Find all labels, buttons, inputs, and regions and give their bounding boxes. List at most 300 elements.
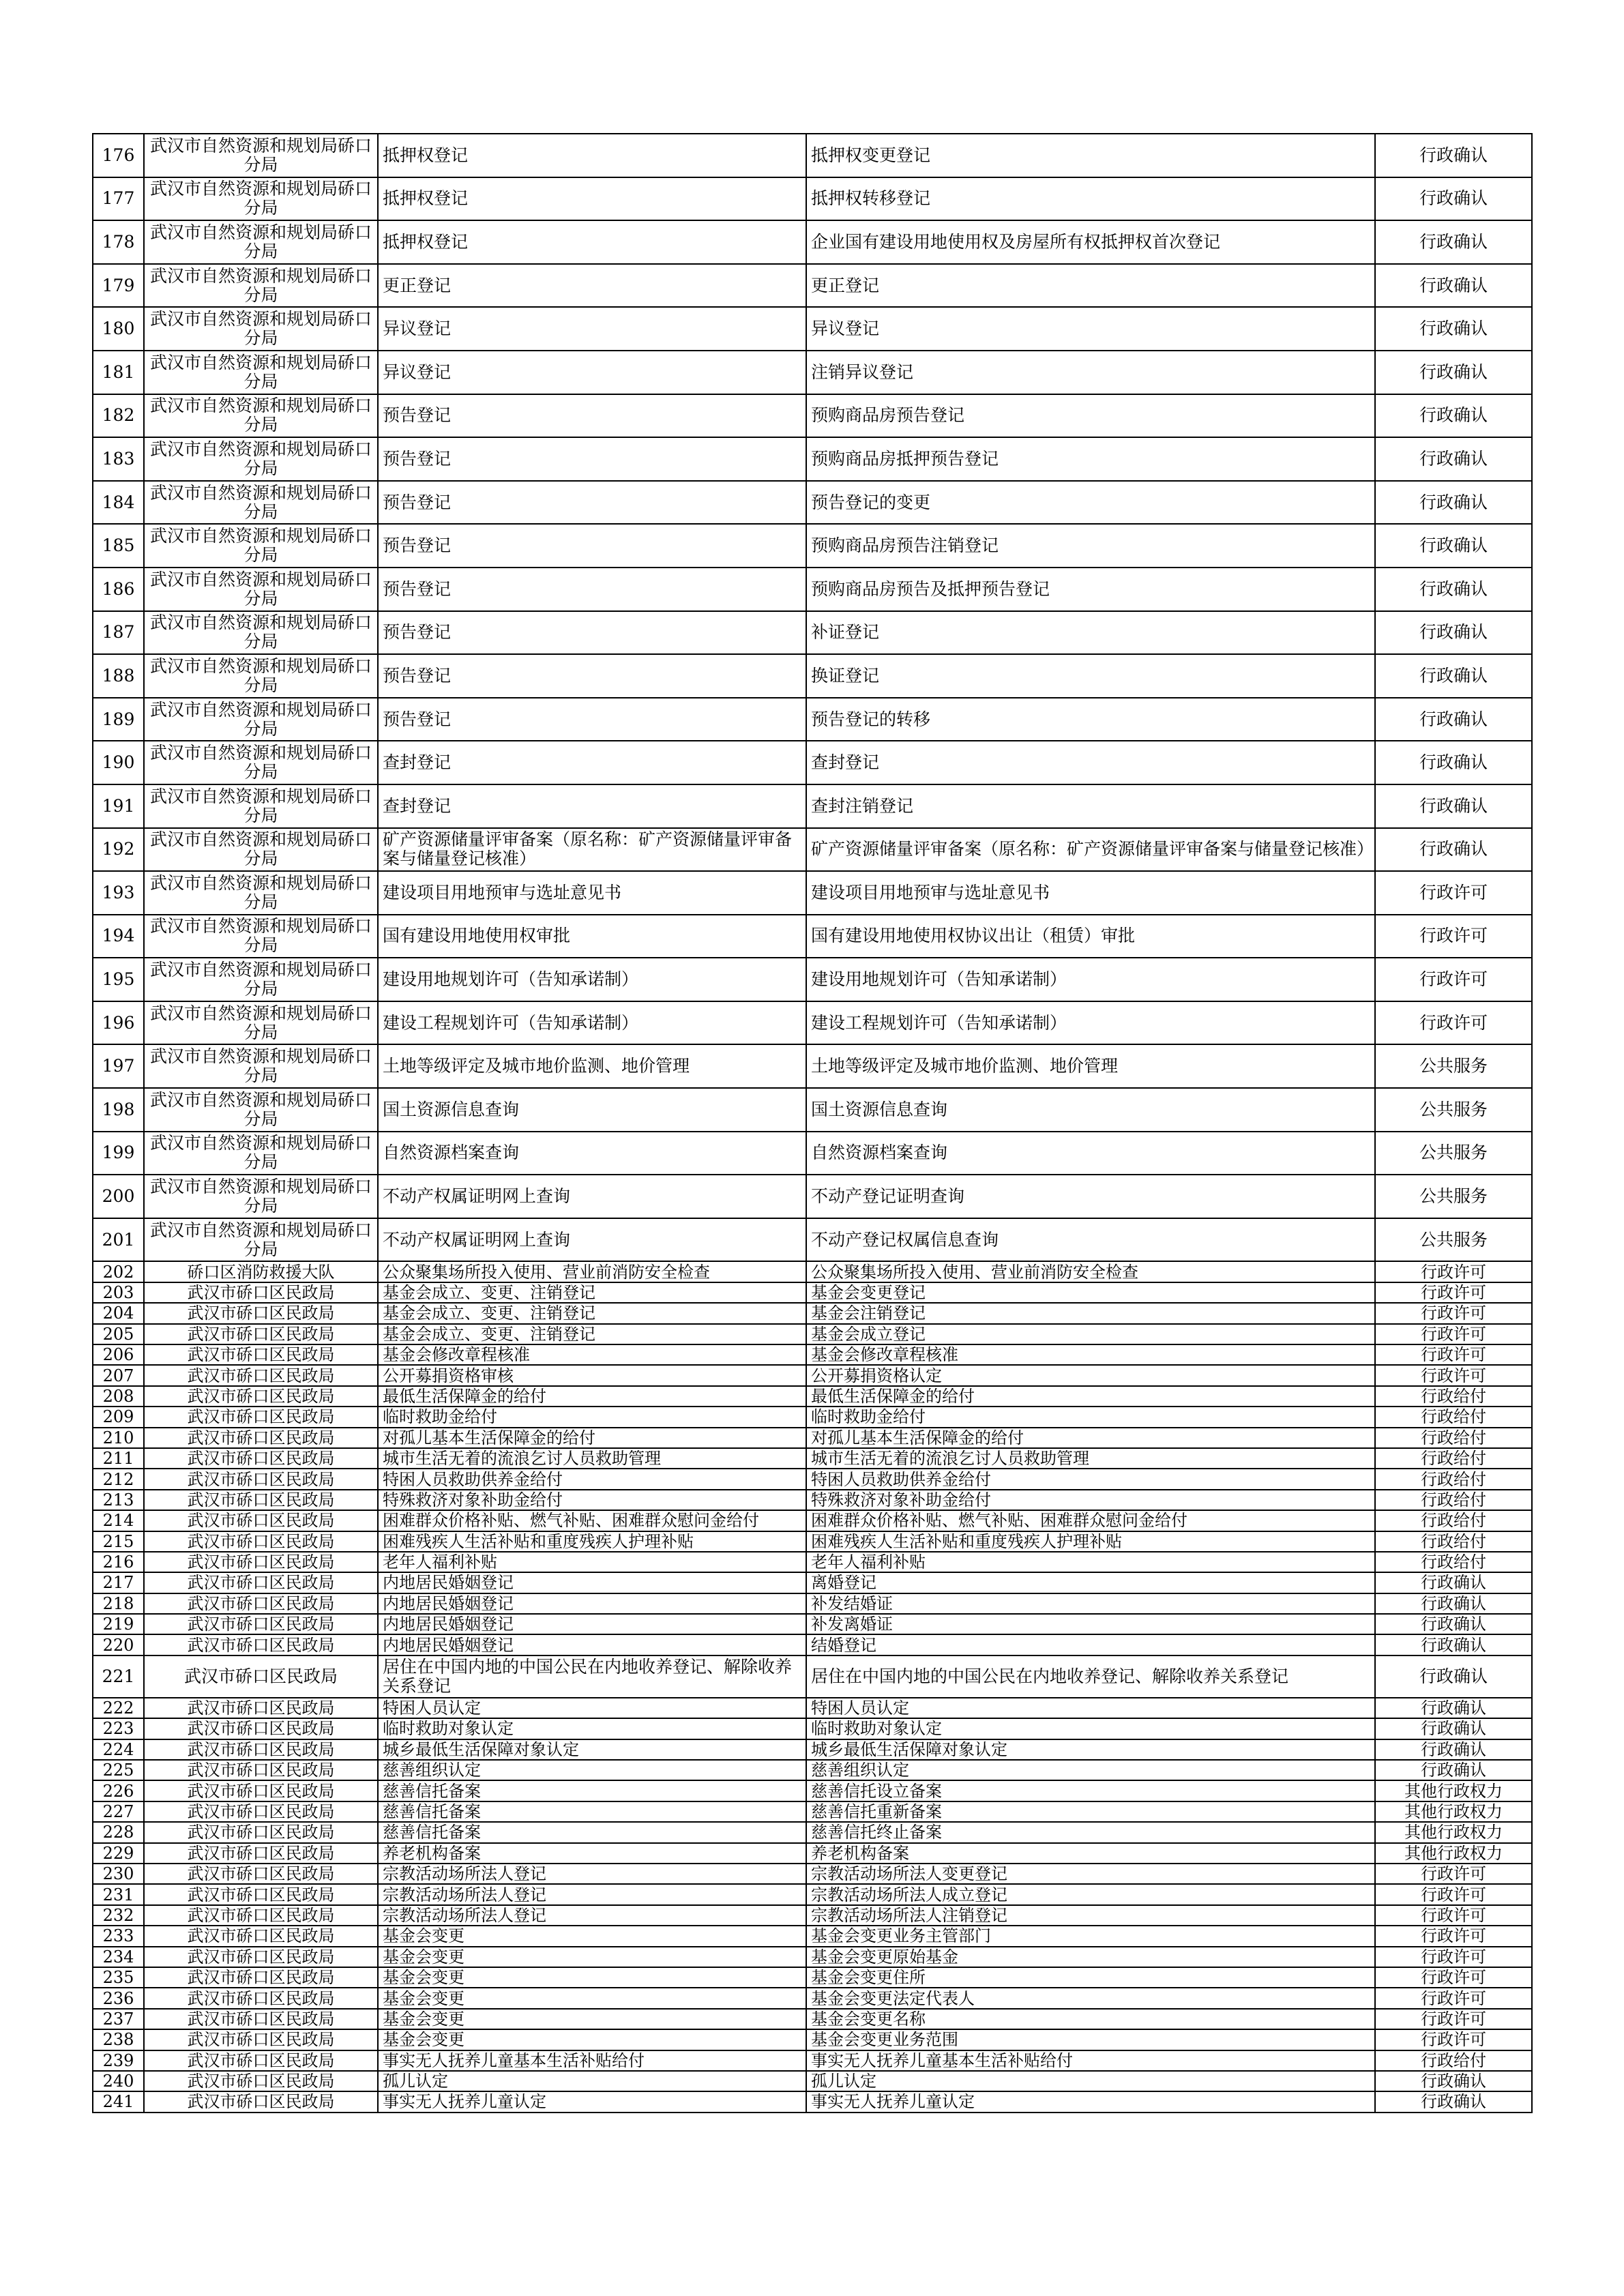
sub-item-cell: 公开募捐资格认定 (806, 1365, 1375, 1385)
main-item-cell: 预告登记 (378, 611, 806, 655)
row-number-cell: 190 (93, 741, 144, 784)
department-cell: 武汉市硚口区民政局 (144, 2009, 378, 2029)
row-number-cell: 208 (93, 1386, 144, 1407)
department-cell: 武汉市硚口区民政局 (144, 1428, 378, 1448)
row-number-cell: 227 (93, 1801, 144, 1822)
row-number-cell: 180 (93, 307, 144, 351)
row-number-cell: 231 (93, 1884, 144, 1904)
table-row (93, 1967, 1532, 1988)
table-row (93, 1780, 1532, 1801)
sub-item-cell: 事实无人抚养儿童基本生活补贴给付 (806, 2050, 1375, 2071)
row-number-cell: 223 (93, 1718, 144, 1739)
main-item-cell: 最低生活保障金的给付 (378, 1386, 806, 1407)
main-item-cell: 基金会成立、变更、注销登记 (378, 1324, 806, 1344)
row-number-cell: 182 (93, 394, 144, 438)
table-row (93, 1510, 1532, 1531)
sub-item-cell: 补证登记 (806, 611, 1375, 655)
sub-item-cell: 基金会成立登记 (806, 1324, 1375, 1344)
table-row (93, 351, 1532, 394)
main-item-cell: 预告登记 (378, 698, 806, 741)
sub-item-cell: 不动产登记权属信息查询 (806, 1218, 1375, 1262)
row-number-cell: 217 (93, 1572, 144, 1593)
power-type-cell: 行政确认 (1375, 220, 1532, 264)
table-row (93, 1988, 1532, 2008)
row-number-cell: 179 (93, 264, 144, 308)
department-cell: 武汉市自然资源和规划局硚口分局 (144, 915, 378, 958)
sub-item-cell: 事实无人抚养儿童认定 (806, 2091, 1375, 2112)
main-item-cell: 公众聚集场所投入使用、营业前消防安全检查 (378, 1261, 806, 1282)
row-number-cell: 232 (93, 1905, 144, 1926)
sub-item-cell: 临时救助对象认定 (806, 1718, 1375, 1739)
main-item-cell: 抵押权登记 (378, 220, 806, 264)
table-row (93, 1864, 1532, 1884)
sub-item-cell: 矿产资源储量评审备案（原名称：矿产资源储量评审备案与储量登记核准） (806, 828, 1375, 872)
main-item-cell: 慈善信托备案 (378, 1822, 806, 1842)
main-item-cell: 特困人员认定 (378, 1698, 806, 1718)
main-item-cell: 基金会变更 (378, 2029, 806, 2050)
table-row (93, 1469, 1532, 1489)
row-number-cell: 176 (93, 134, 144, 177)
table-row (93, 1344, 1532, 1365)
power-type-cell: 行政给付 (1375, 1469, 1532, 1489)
power-type-cell: 行政确认 (1375, 2071, 1532, 2091)
power-type-cell: 行政给付 (1375, 1552, 1532, 1572)
row-number-cell: 240 (93, 2071, 144, 2091)
department-cell: 武汉市硚口区民政局 (144, 2091, 378, 2112)
sub-item-cell: 抵押权转移登记 (806, 177, 1375, 221)
row-number-cell: 191 (93, 784, 144, 828)
table-row (93, 1947, 1532, 1967)
power-type-cell: 行政给付 (1375, 1386, 1532, 1407)
power-type-cell: 行政确认 (1375, 134, 1532, 177)
row-number-cell: 210 (93, 1428, 144, 1448)
power-type-cell: 行政确认 (1375, 568, 1532, 611)
power-type-cell: 行政给付 (1375, 1407, 1532, 1427)
sub-item-cell: 基金会修改章程核准 (806, 1344, 1375, 1365)
power-type-cell: 行政给付 (1375, 1428, 1532, 1448)
sub-item-cell: 预购商品房预告登记 (806, 394, 1375, 438)
sub-item-cell: 居住在中国内地的中国公民在内地收养登记、解除收养关系登记 (806, 1655, 1375, 1698)
table-row (93, 698, 1532, 741)
sub-item-cell: 基金会变更业务主管部门 (806, 1926, 1375, 1946)
main-item-cell: 抵押权登记 (378, 134, 806, 177)
power-type-cell: 行政确认 (1375, 1593, 1532, 1614)
row-number-cell: 230 (93, 1864, 144, 1884)
main-item-cell: 基金会修改章程核准 (378, 1344, 806, 1365)
main-item-cell: 预告登记 (378, 654, 806, 698)
power-type-cell: 行政确认 (1375, 698, 1532, 741)
row-number-cell: 183 (93, 437, 144, 481)
sub-item-cell: 查封注销登记 (806, 784, 1375, 828)
sub-item-cell: 临时救助金给付 (806, 1407, 1375, 1427)
sub-item-cell: 预购商品房预告及抵押预告登记 (806, 568, 1375, 611)
sub-item-cell: 补发离婚证 (806, 1614, 1375, 1634)
table-row (93, 1175, 1532, 1218)
table-row (93, 1884, 1532, 1904)
department-cell: 武汉市自然资源和规划局硚口分局 (144, 1218, 378, 1262)
department-cell: 硚口区消防救援大队 (144, 1261, 378, 1282)
sub-item-cell: 异议登记 (806, 307, 1375, 351)
department-cell: 武汉市自然资源和规划局硚口分局 (144, 264, 378, 308)
sub-item-cell: 对孤儿基本生活保障金的给付 (806, 1428, 1375, 1448)
sub-item-cell: 基金会变更法定代表人 (806, 1988, 1375, 2008)
table-row (93, 1634, 1532, 1655)
row-number-cell: 184 (93, 481, 144, 525)
sub-item-cell: 慈善信托终止备案 (806, 1822, 1375, 1842)
department-cell: 武汉市硚口区民政局 (144, 1469, 378, 1489)
row-number-cell: 220 (93, 1634, 144, 1655)
department-cell: 武汉市硚口区民政局 (144, 1739, 378, 1760)
power-type-cell: 公共服务 (1375, 1088, 1532, 1132)
main-item-cell: 建设用地规划许可（告知承诺制） (378, 958, 806, 1001)
department-cell: 武汉市自然资源和规划局硚口分局 (144, 698, 378, 741)
table-row (93, 1843, 1532, 1864)
department-cell: 武汉市硚口区民政局 (144, 1760, 378, 1780)
table-row (93, 1593, 1532, 1614)
row-number-cell: 241 (93, 2091, 144, 2112)
sub-item-cell: 更正登记 (806, 264, 1375, 308)
department-cell: 武汉市硚口区民政局 (144, 1490, 378, 1510)
department-cell: 武汉市硚口区民政局 (144, 2071, 378, 2091)
row-number-cell: 204 (93, 1303, 144, 1323)
table-row (93, 1428, 1532, 1448)
power-type-cell: 行政许可 (1375, 1926, 1532, 1946)
table-row (93, 1531, 1532, 1552)
department-cell: 武汉市硚口区民政局 (144, 1780, 378, 1801)
power-type-cell: 行政确认 (1375, 481, 1532, 525)
power-type-cell: 行政确认 (1375, 784, 1532, 828)
row-number-cell: 197 (93, 1044, 144, 1088)
row-number-cell: 194 (93, 915, 144, 958)
sub-item-cell: 国有建设用地使用权协议出让（租赁）审批 (806, 915, 1375, 958)
main-item-cell: 预告登记 (378, 568, 806, 611)
row-number-cell: 221 (93, 1655, 144, 1698)
power-type-cell: 其他行政权力 (1375, 1843, 1532, 1864)
department-cell: 武汉市自然资源和规划局硚口分局 (144, 871, 378, 915)
row-number-cell: 216 (93, 1552, 144, 1572)
department-cell: 武汉市自然资源和规划局硚口分局 (144, 437, 378, 481)
power-type-cell: 其他行政权力 (1375, 1822, 1532, 1842)
power-type-cell: 公共服务 (1375, 1044, 1532, 1088)
department-cell: 武汉市自然资源和规划局硚口分局 (144, 568, 378, 611)
department-cell: 武汉市硚口区民政局 (144, 1593, 378, 1614)
sub-item-cell: 基金会变更登记 (806, 1282, 1375, 1303)
row-number-cell: 236 (93, 1988, 144, 2008)
department-cell: 武汉市自然资源和规划局硚口分局 (144, 307, 378, 351)
row-number-cell: 205 (93, 1324, 144, 1344)
main-item-cell: 慈善组织认定 (378, 1760, 806, 1780)
sub-item-cell: 特困人员认定 (806, 1698, 1375, 1718)
table-row (93, 1218, 1532, 1262)
power-type-cell: 行政许可 (1375, 1324, 1532, 1344)
department-cell: 武汉市自然资源和规划局硚口分局 (144, 1175, 378, 1218)
sub-item-cell: 困难残疾人生活补贴和重度残疾人护理补贴 (806, 1531, 1375, 1552)
table-row (93, 1261, 1532, 1282)
table-row (93, 2029, 1532, 2050)
power-type-cell: 行政确认 (1375, 524, 1532, 568)
row-number-cell: 228 (93, 1822, 144, 1842)
table-row (93, 134, 1532, 177)
sub-item-cell: 结婚登记 (806, 1634, 1375, 1655)
main-item-cell: 基金会变更 (378, 1967, 806, 1988)
main-item-cell: 城市生活无着的流浪乞讨人员救助管理 (378, 1448, 806, 1469)
table-row (93, 611, 1532, 655)
row-number-cell: 178 (93, 220, 144, 264)
row-number-cell: 192 (93, 828, 144, 872)
main-item-cell: 内地居民婚姻登记 (378, 1614, 806, 1634)
power-type-cell: 行政确认 (1375, 741, 1532, 784)
table-row (93, 2009, 1532, 2029)
department-cell: 武汉市自然资源和规划局硚口分局 (144, 394, 378, 438)
table-row (93, 524, 1532, 568)
table-row (93, 177, 1532, 221)
power-type-cell: 公共服务 (1375, 1218, 1532, 1262)
department-cell: 武汉市硚口区民政局 (144, 1614, 378, 1634)
main-item-cell: 内地居民婚姻登记 (378, 1593, 806, 1614)
power-type-cell: 行政许可 (1375, 2029, 1532, 2050)
main-item-cell: 预告登记 (378, 481, 806, 525)
sub-item-cell: 注销异议登记 (806, 351, 1375, 394)
sub-item-cell: 宗教活动场所法人变更登记 (806, 1864, 1375, 1884)
table-row (93, 1303, 1532, 1323)
main-item-cell: 基金会变更 (378, 1947, 806, 1967)
department-cell: 武汉市硚口区民政局 (144, 1448, 378, 1469)
sub-item-cell: 建设用地规划许可（告知承诺制） (806, 958, 1375, 1001)
power-type-cell: 行政确认 (1375, 264, 1532, 308)
sub-item-cell: 特殊救济对象补助金给付 (806, 1490, 1375, 1510)
power-type-cell: 行政确认 (1375, 1760, 1532, 1780)
main-item-cell: 矿产资源储量评审备案（原名称：矿产资源储量评审备案与储量登记核准） (378, 828, 806, 872)
department-cell: 武汉市硚口区民政局 (144, 1698, 378, 1718)
department-cell: 武汉市自然资源和规划局硚口分局 (144, 1044, 378, 1088)
main-item-cell: 自然资源档案查询 (378, 1132, 806, 1175)
main-item-cell: 基金会成立、变更、注销登记 (378, 1303, 806, 1323)
department-cell: 武汉市硚口区民政局 (144, 1407, 378, 1427)
department-cell: 武汉市自然资源和规划局硚口分局 (144, 828, 378, 872)
table-row (93, 1614, 1532, 1634)
main-item-cell: 慈善信托备案 (378, 1801, 806, 1822)
main-item-cell: 困难群众价格补贴、燃气补贴、困难群众慰问金给付 (378, 1510, 806, 1531)
power-type-cell: 行政确认 (1375, 2091, 1532, 2112)
table-row (93, 1324, 1532, 1344)
department-cell: 武汉市硚口区民政局 (144, 1531, 378, 1552)
row-number-cell: 233 (93, 1926, 144, 1946)
table-row (93, 1801, 1532, 1822)
main-item-cell: 建设工程规划许可（告知承诺制） (378, 1001, 806, 1045)
power-type-cell: 行政许可 (1375, 1967, 1532, 1988)
power-list-table-page (92, 133, 1531, 2113)
power-type-cell: 行政许可 (1375, 1864, 1532, 1884)
power-type-cell: 行政许可 (1375, 2009, 1532, 2029)
sub-item-cell: 国土资源信息查询 (806, 1088, 1375, 1132)
table-row (93, 1572, 1532, 1593)
sub-item-cell: 基金会变更住所 (806, 1967, 1375, 1988)
power-type-cell: 行政许可 (1375, 1282, 1532, 1303)
sub-item-cell: 城乡最低生活保障对象认定 (806, 1739, 1375, 1760)
power-type-cell: 行政许可 (1375, 871, 1532, 915)
power-type-cell: 行政确认 (1375, 1614, 1532, 1634)
sub-item-cell: 宗教活动场所法人注销登记 (806, 1905, 1375, 1926)
row-number-cell: 224 (93, 1739, 144, 1760)
department-cell: 武汉市硚口区民政局 (144, 1926, 378, 1946)
sub-item-cell: 特困人员救助供养金给付 (806, 1469, 1375, 1489)
table-row (93, 1760, 1532, 1780)
power-type-cell: 行政许可 (1375, 958, 1532, 1001)
sub-item-cell: 建设工程规划许可（告知承诺制） (806, 1001, 1375, 1045)
sub-item-cell: 最低生活保障金的给付 (806, 1386, 1375, 1407)
department-cell: 武汉市自然资源和规划局硚口分局 (144, 958, 378, 1001)
department-cell: 武汉市自然资源和规划局硚口分局 (144, 654, 378, 698)
sub-item-cell: 宗教活动场所法人成立登记 (806, 1884, 1375, 1904)
sub-item-cell: 基金会变更原始基金 (806, 1947, 1375, 1967)
table-row (93, 828, 1532, 872)
row-number-cell: 218 (93, 1593, 144, 1614)
power-type-cell: 行政确认 (1375, 611, 1532, 655)
power-type-cell: 行政确认 (1375, 437, 1532, 481)
main-item-cell: 临时救助金给付 (378, 1407, 806, 1427)
main-item-cell: 国有建设用地使用权审批 (378, 915, 806, 958)
table-row (93, 1407, 1532, 1427)
department-cell: 武汉市硚口区民政局 (144, 1365, 378, 1385)
main-item-cell: 查封登记 (378, 741, 806, 784)
main-item-cell: 预告登记 (378, 394, 806, 438)
department-cell: 武汉市自然资源和规划局硚口分局 (144, 177, 378, 221)
table-row (93, 2091, 1532, 2112)
department-cell: 武汉市硚口区民政局 (144, 1634, 378, 1655)
department-cell: 武汉市硚口区民政局 (144, 2050, 378, 2071)
power-type-cell: 行政许可 (1375, 1261, 1532, 1282)
table-row (93, 1739, 1532, 1760)
table-row (93, 915, 1532, 958)
table-row (93, 1365, 1532, 1385)
table-row (93, 1822, 1532, 1842)
sub-item-cell: 预告登记的变更 (806, 481, 1375, 525)
sub-item-cell: 基金会变更名称 (806, 2009, 1375, 2029)
department-cell: 武汉市自然资源和规划局硚口分局 (144, 481, 378, 525)
main-item-cell: 老年人福利补贴 (378, 1552, 806, 1572)
row-number-cell: 234 (93, 1947, 144, 1967)
power-type-cell: 公共服务 (1375, 1132, 1532, 1175)
table-row (93, 1552, 1532, 1572)
main-item-cell: 国土资源信息查询 (378, 1088, 806, 1132)
department-cell: 武汉市自然资源和规划局硚口分局 (144, 134, 378, 177)
power-type-cell: 行政确认 (1375, 307, 1532, 351)
sub-item-cell: 离婚登记 (806, 1572, 1375, 1593)
main-item-cell: 基金会成立、变更、注销登记 (378, 1282, 806, 1303)
main-item-cell: 养老机构备案 (378, 1843, 806, 1864)
table-row (93, 1386, 1532, 1407)
department-cell: 武汉市硚口区民政局 (144, 1510, 378, 1531)
sub-item-cell: 城市生活无着的流浪乞讨人员救助管理 (806, 1448, 1375, 1469)
table-row (93, 2050, 1532, 2071)
row-number-cell: 196 (93, 1001, 144, 1045)
sub-item-cell: 抵押权变更登记 (806, 134, 1375, 177)
department-cell: 武汉市自然资源和规划局硚口分局 (144, 1088, 378, 1132)
sub-item-cell: 困难群众价格补贴、燃气补贴、困难群众慰问金给付 (806, 1510, 1375, 1531)
sub-item-cell: 自然资源档案查询 (806, 1132, 1375, 1175)
table-row (93, 1926, 1532, 1946)
row-number-cell: 195 (93, 958, 144, 1001)
row-number-cell: 212 (93, 1469, 144, 1489)
table-row (93, 220, 1532, 264)
main-item-cell: 内地居民婚姻登记 (378, 1572, 806, 1593)
main-item-cell: 抵押权登记 (378, 177, 806, 221)
table-row (93, 741, 1532, 784)
power-type-cell: 行政给付 (1375, 1510, 1532, 1531)
main-item-cell: 宗教活动场所法人登记 (378, 1884, 806, 1904)
table-row (93, 1448, 1532, 1469)
table-row (93, 1718, 1532, 1739)
sub-item-cell: 换证登记 (806, 654, 1375, 698)
main-item-cell: 居住在中国内地的中国公民在内地收养登记、解除收养关系登记 (378, 1655, 806, 1698)
power-type-cell: 其他行政权力 (1375, 1780, 1532, 1801)
power-type-cell: 行政给付 (1375, 2050, 1532, 2071)
main-item-cell: 城乡最低生活保障对象认定 (378, 1739, 806, 1760)
sub-item-cell: 基金会注销登记 (806, 1303, 1375, 1323)
row-number-cell: 186 (93, 568, 144, 611)
main-item-cell: 基金会变更 (378, 1988, 806, 2008)
department-cell: 武汉市硚口区民政局 (144, 1572, 378, 1593)
main-item-cell: 临时救助对象认定 (378, 1718, 806, 1739)
sub-item-cell: 老年人福利补贴 (806, 1552, 1375, 1572)
department-cell: 武汉市自然资源和规划局硚口分局 (144, 1001, 378, 1045)
department-cell: 武汉市硚口区民政局 (144, 2029, 378, 2050)
sub-item-cell: 预购商品房抵押预告登记 (806, 437, 1375, 481)
main-item-cell: 内地居民婚姻登记 (378, 1634, 806, 1655)
power-type-cell: 行政确认 (1375, 394, 1532, 438)
row-number-cell: 225 (93, 1760, 144, 1780)
row-number-cell: 181 (93, 351, 144, 394)
department-cell: 武汉市自然资源和规划局硚口分局 (144, 1132, 378, 1175)
table-row (93, 1088, 1532, 1132)
main-item-cell: 公开募捐资格审核 (378, 1365, 806, 1385)
sub-item-cell: 查封登记 (806, 741, 1375, 784)
power-type-cell: 行政许可 (1375, 915, 1532, 958)
main-item-cell: 土地等级评定及城市地价监测、地价管理 (378, 1044, 806, 1088)
row-number-cell: 213 (93, 1490, 144, 1510)
department-cell: 武汉市硚口区民政局 (144, 1324, 378, 1344)
department-cell: 武汉市硚口区民政局 (144, 1967, 378, 1988)
row-number-cell: 206 (93, 1344, 144, 1365)
power-type-cell: 行政确认 (1375, 177, 1532, 221)
department-cell: 武汉市自然资源和规划局硚口分局 (144, 741, 378, 784)
main-item-cell: 基金会变更 (378, 2009, 806, 2029)
main-item-cell: 查封登记 (378, 784, 806, 828)
department-cell: 武汉市自然资源和规划局硚口分局 (144, 220, 378, 264)
department-cell: 武汉市自然资源和规划局硚口分局 (144, 784, 378, 828)
main-item-cell: 特殊救济对象补助金给付 (378, 1490, 806, 1510)
department-cell: 武汉市硚口区民政局 (144, 1843, 378, 1864)
sub-item-cell: 慈善组织认定 (806, 1760, 1375, 1780)
main-item-cell: 对孤儿基本生活保障金的给付 (378, 1428, 806, 1448)
power-list-table (92, 133, 1533, 2113)
power-type-cell: 行政确认 (1375, 1634, 1532, 1655)
row-number-cell: 185 (93, 524, 144, 568)
main-item-cell: 不动产权属证明网上查询 (378, 1175, 806, 1218)
main-item-cell: 预告登记 (378, 437, 806, 481)
main-item-cell: 异议登记 (378, 307, 806, 351)
sub-item-cell: 企业国有建设用地使用权及房屋所有权抵押权首次登记 (806, 220, 1375, 264)
table-row (93, 1044, 1532, 1088)
power-type-cell: 其他行政权力 (1375, 1801, 1532, 1822)
power-type-cell: 行政许可 (1375, 1365, 1532, 1385)
department-cell: 武汉市硚口区民政局 (144, 1282, 378, 1303)
table-row (93, 1132, 1532, 1175)
main-item-cell: 事实无人抚养儿童认定 (378, 2091, 806, 2112)
sub-item-cell: 补发结婚证 (806, 1593, 1375, 1614)
power-type-cell: 行政确认 (1375, 828, 1532, 872)
power-type-cell: 行政给付 (1375, 1490, 1532, 1510)
